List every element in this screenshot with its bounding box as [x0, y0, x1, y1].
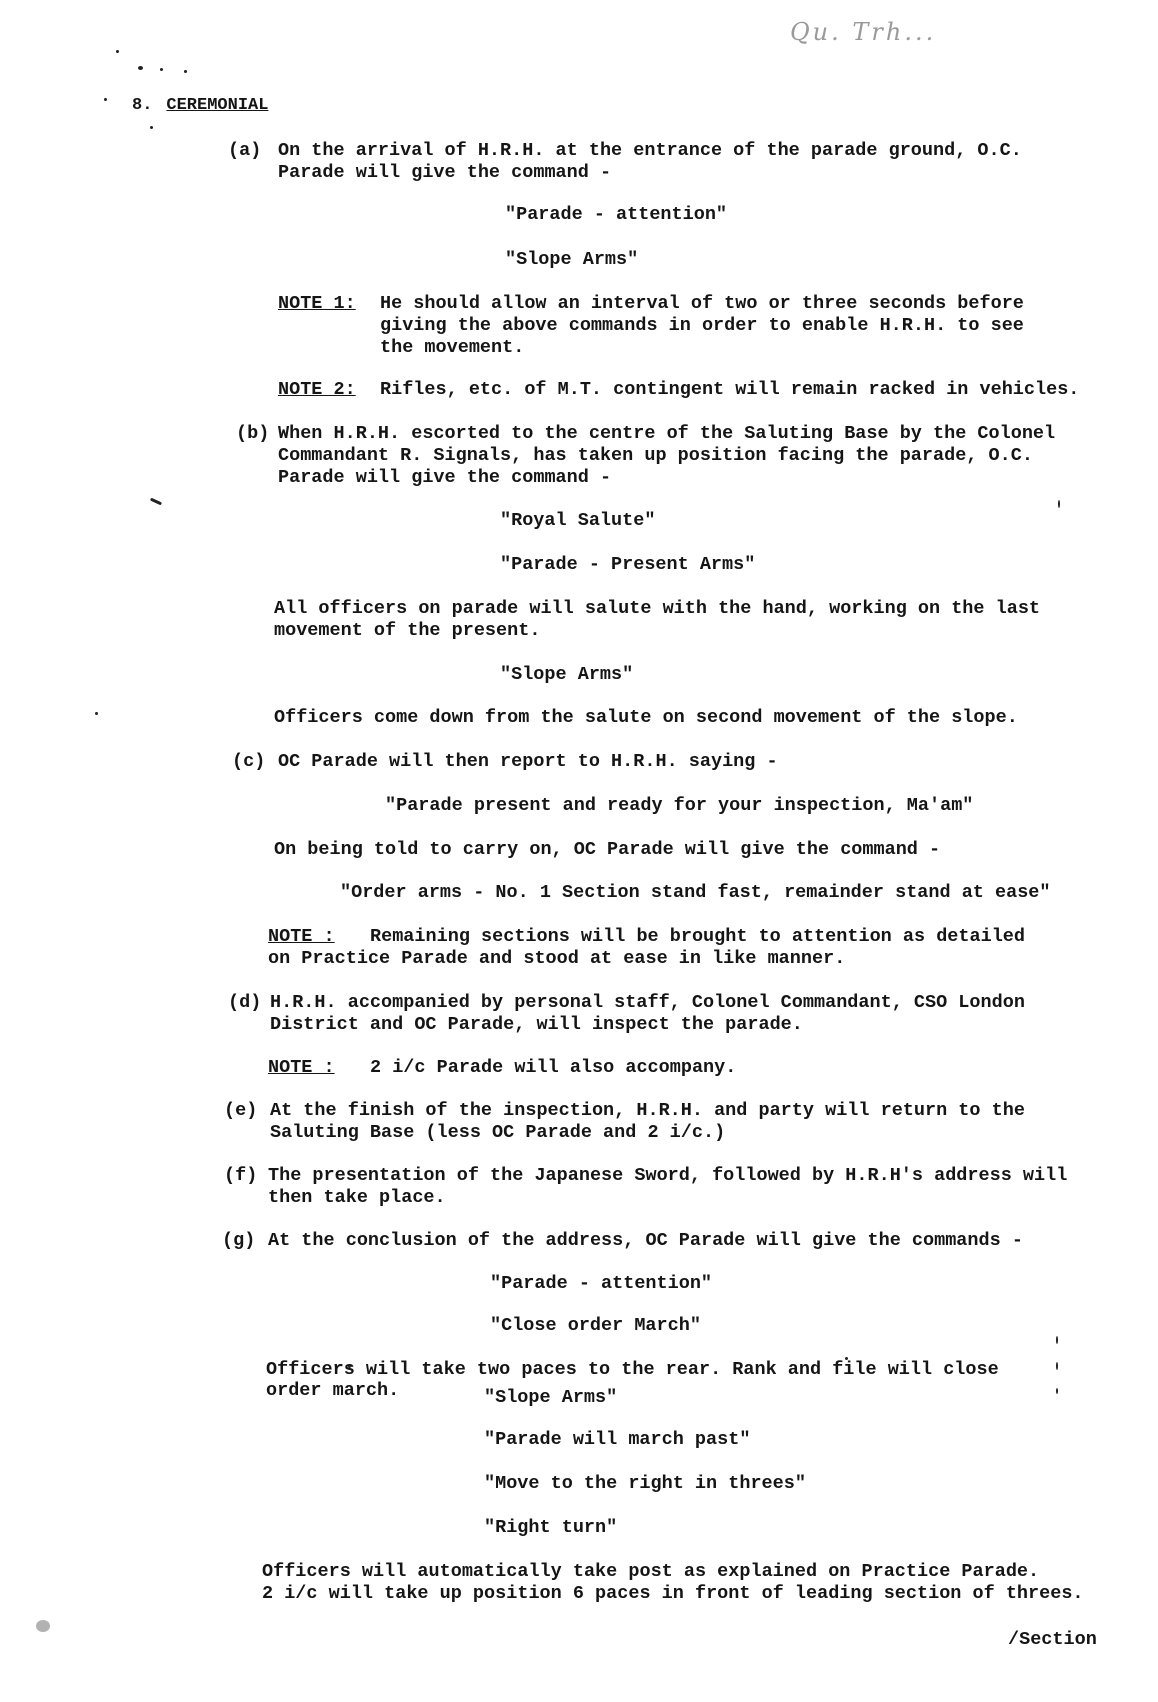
command: "Slope Arms"	[505, 249, 639, 270]
scan-speck	[116, 50, 119, 53]
command: "Parade - attention"	[490, 1273, 713, 1294]
item-e-line: At the finish of the inspection, H.R.H. and party will return to the	[270, 1100, 1025, 1121]
scan-speck	[160, 68, 163, 71]
item-b-text: Officers come down from the salute on second movement of the slope.	[274, 707, 1018, 728]
item-f-label: (f)	[224, 1165, 258, 1186]
item-g-line: At the conclusion of the address, OC Parade will give the commands -	[268, 1230, 1023, 1251]
item-e-line: Saluting Base (less OC Parade and 2 i/c.)	[270, 1122, 726, 1143]
section-title: CEREMONIAL	[166, 96, 269, 115]
scan-speck	[104, 98, 107, 101]
scan-speck	[1056, 1336, 1058, 1344]
command: "Close order March"	[490, 1315, 701, 1336]
item-g-text: 2 i/c will take up position 6 paces in front of leading section of threes.	[262, 1583, 1084, 1604]
note-text: on Practice Parade and stood at ease in like manner.	[268, 948, 846, 969]
note-text: Remaining sections will be brought to attention as detailed	[370, 926, 1026, 947]
note-text: Rifles, etc. of M.T. contingent will remain racked in vehicles.	[380, 379, 1080, 400]
scan-speck	[36, 1620, 50, 1632]
scan-speck	[1056, 1362, 1058, 1370]
scan-speck	[150, 126, 153, 129]
command: "Parade will march past"	[484, 1429, 751, 1450]
item-d-line: District and OC Parade, will inspect the parade.	[270, 1014, 803, 1035]
report-quote: "Parade present and ready for your inspection, Ma'am"	[385, 795, 974, 816]
note-label: NOTE 1:	[278, 293, 356, 314]
item-g-text: Officers will automatically take post as explained on Practice Parade.	[262, 1561, 1040, 1582]
item-f-line: The presentation of the Japanese Sword, followed by H.R.H's address will	[268, 1165, 1068, 1186]
item-b-text: All officers on parade will salute with the hand, working on the last	[274, 598, 1041, 619]
note-text: He should allow an interval of two or three seconds before	[380, 293, 1024, 314]
command: "Right turn"	[484, 1517, 618, 1538]
item-c-line: On being told to carry on, OC Parade will give the command -	[274, 839, 941, 860]
scan-speck	[1056, 1388, 1058, 1394]
item-a-line: Parade will give the command -	[278, 162, 612, 183]
scan-speck	[184, 70, 187, 73]
item-d-line: H.R.H. accompanied by personal staff, Colonel Commandant, CSO London	[270, 992, 1025, 1013]
item-b-line: When H.R.H. escorted to the centre of the Saluting Base by the Colonel	[278, 423, 1056, 444]
item-e-label: (e)	[224, 1100, 258, 1121]
note-text: giving the above commands in order to enable H.R.H. to see	[380, 315, 1024, 336]
section-heading	[132, 94, 268, 117]
catchword: /Section	[1008, 1629, 1097, 1650]
item-g-text: Officers will take two paces to the rear. Rank and file will close	[266, 1359, 999, 1380]
section-number: 8.	[132, 96, 153, 115]
item-b-text: movement of the present.	[274, 620, 541, 641]
item-g-text: order march.	[266, 1380, 400, 1401]
item-c-label: (c)	[232, 751, 266, 772]
command: "Parade - attention"	[505, 204, 728, 225]
item-c-line: OC Parade will then report to H.R.H. saying -	[278, 751, 778, 772]
pencil-margin-note: Qu. Trh...	[790, 18, 937, 46]
scan-speck	[95, 712, 98, 715]
note-text: the movement.	[380, 337, 525, 358]
item-g-label: (g)	[222, 1230, 256, 1251]
item-b-label: (b)	[236, 423, 270, 444]
scan-speck	[138, 66, 143, 70]
note-label: NOTE :	[268, 1057, 335, 1078]
command: "Parade - Present Arms"	[500, 554, 756, 575]
item-b-line: Commandant R. Signals, has taken up position facing the parade, O.C.	[278, 445, 1033, 466]
note-text: 2 i/c Parade will also accompany.	[370, 1057, 737, 1078]
command: "Move to the right in threes"	[484, 1473, 806, 1494]
command: "Order arms - No. 1 Section stand fast, remainder stand at ease"	[340, 882, 1051, 903]
scan-speck	[150, 498, 162, 506]
item-d-label: (d)	[228, 992, 262, 1013]
command: "Slope Arms"	[484, 1387, 618, 1408]
note-label: NOTE 2:	[278, 379, 356, 400]
command: "Royal Salute"	[500, 510, 656, 531]
note-label: NOTE :	[268, 926, 335, 947]
item-f-line: then take place.	[268, 1187, 446, 1208]
command: "Slope Arms"	[500, 664, 634, 685]
item-a-line: On the arrival of H.R.H. at the entrance of the parade ground, O.C.	[278, 140, 1022, 161]
item-a-label: (a)	[228, 140, 262, 161]
item-b-line: Parade will give the command -	[278, 467, 612, 488]
scan-speck	[1058, 500, 1060, 508]
